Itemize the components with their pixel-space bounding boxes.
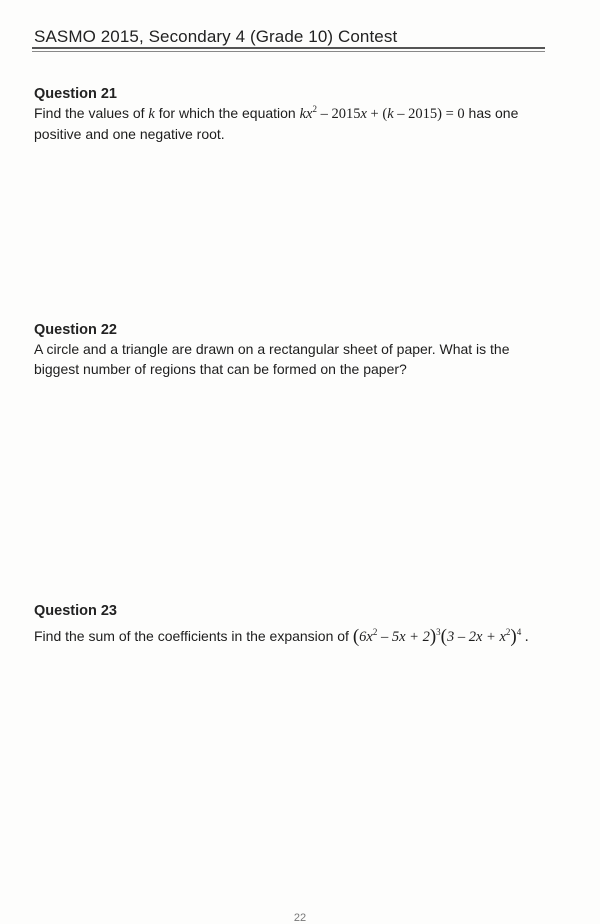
header-rule-thick xyxy=(32,47,545,49)
question-21-equation xyxy=(300,106,465,122)
question-22 xyxy=(34,322,554,379)
page-number: 22 xyxy=(293,912,307,924)
question-23-text-intro: Find the sum of the coefficients in the expansion of xyxy=(34,628,353,644)
question-21-eq-kx: kx xyxy=(299,106,313,122)
question-22-title: Question 22 xyxy=(34,322,117,338)
question-23-title: Question 23 xyxy=(34,603,117,619)
page-header-title: SASMO 2015, Secondary 4 (Grade 10) Contest xyxy=(34,27,398,46)
question-23-text xyxy=(34,626,554,647)
question-21-text-before: Find the values of xyxy=(34,105,149,121)
question-21-title: Question 21 xyxy=(34,86,117,102)
question-21-eq-exponent: 2 xyxy=(312,104,317,114)
question-21-eq-part3: + ( xyxy=(366,106,388,122)
question-21-text-mid: for which the equation xyxy=(154,105,300,121)
question-23-expression: $(6x^2 - 5x + 2)^3(3 - 2x + x^2)^4$ . xyxy=(352,626,529,647)
header-rule-thin xyxy=(32,51,545,52)
question-21-eq-x: x xyxy=(360,106,367,122)
question-21-eq-k: k xyxy=(387,106,394,122)
question-21 xyxy=(34,86,554,144)
question-21-var-k: k xyxy=(148,106,155,122)
question-21-eq-part2: – 2015 xyxy=(316,106,361,122)
question-23-power-4: 4 xyxy=(516,627,522,637)
question-22-text: A circle and a triangle are drawn on a rectangular sheet of paper. What is the biggest number of regions that can be formed on the paper? xyxy=(34,341,510,377)
question-21-eq-part4: – 2015) = 0 xyxy=(393,106,465,122)
question-21-text-after: has one positive and one negative root. xyxy=(34,105,519,142)
question-23-power-3: 3 xyxy=(436,627,441,637)
question-23 xyxy=(34,603,554,647)
question-21-text xyxy=(34,103,554,144)
